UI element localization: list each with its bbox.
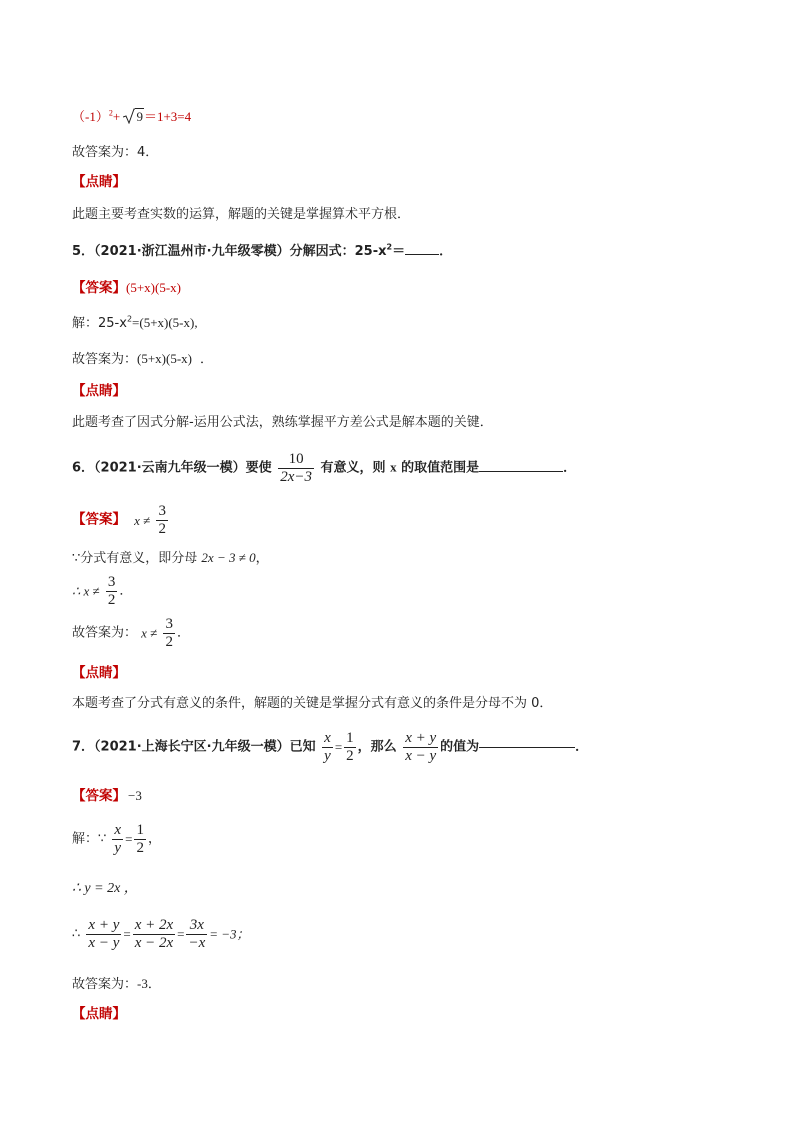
fraction bbox=[278, 451, 314, 485]
q5-comment-tag: 【点睛】 bbox=[72, 383, 126, 399]
q5-answer-line bbox=[72, 281, 181, 296]
answer-lhs: x ≠ bbox=[134, 512, 151, 528]
variable: x bbox=[390, 459, 397, 475]
answer-tag: 【答案】 bbox=[72, 280, 126, 296]
question-source: （2021·浙江温州市·九年级零模） bbox=[94, 244, 290, 259]
equals-sign: ＝ bbox=[392, 244, 406, 259]
equals-sign: = bbox=[177, 926, 185, 942]
fraction-denominator: y bbox=[114, 839, 122, 856]
solution-result: =(5+x)(5-x), bbox=[132, 315, 198, 330]
fraction-one-half bbox=[134, 822, 146, 856]
fraction-numerator: 3 bbox=[107, 574, 116, 590]
fraction-numerator: x + y bbox=[405, 730, 437, 746]
fraction-denominator: 2 bbox=[107, 591, 116, 608]
answer-prefix: 故答案为： bbox=[72, 145, 138, 160]
sqrt-argument: 9 bbox=[136, 109, 143, 124]
question-number: 6． bbox=[72, 460, 95, 476]
answer-prefix: 故答案为： bbox=[72, 625, 138, 641]
sqrt-symbol bbox=[123, 108, 144, 124]
answer-fraction bbox=[156, 503, 168, 537]
q4-comment: 此题主要考查实数的运算，解题的关键是掌握算术平方根． bbox=[72, 207, 411, 222]
question-text-3: 的值为 bbox=[440, 739, 480, 755]
q7-stem bbox=[72, 730, 588, 764]
q7-solution-3 bbox=[72, 917, 250, 951]
question-text: 分解因式：25-x bbox=[289, 244, 387, 259]
solution-prefix: 解：∵ bbox=[72, 831, 107, 847]
q5-stem bbox=[72, 242, 453, 259]
answer-lhs: x ≠ bbox=[141, 625, 158, 641]
fraction-numerator: x + y bbox=[88, 917, 120, 933]
q5-comment: 此题考查了因式分解-运用公式法，熟练掌握平方差公式是解本题的关键． bbox=[72, 415, 493, 430]
question-text: 要使 bbox=[245, 460, 272, 476]
question-source: （2021·上海长宁区·九年级一模） bbox=[94, 739, 290, 755]
q4-final-answer bbox=[72, 146, 158, 159]
solution-end: ， bbox=[255, 551, 269, 566]
answer-tag: 【答案】 bbox=[72, 788, 126, 804]
exponent: 2 bbox=[386, 242, 393, 252]
radical-icon bbox=[123, 108, 135, 124]
q7-answer-line bbox=[72, 789, 142, 804]
q6-stem bbox=[72, 451, 576, 485]
equals-sign: = bbox=[125, 831, 133, 847]
fraction-numerator: 10 bbox=[288, 451, 304, 467]
answer-value: (5+x)(5-x) bbox=[137, 351, 192, 366]
fraction-1 bbox=[86, 917, 121, 951]
q6-solution-1 bbox=[72, 551, 269, 565]
fraction-numerator: 3x bbox=[189, 917, 204, 933]
solution-lhs: ∴ x ≠ bbox=[72, 583, 100, 599]
q7-comment-tag: 【点睛】 bbox=[72, 1006, 126, 1022]
power-base: （-1） bbox=[72, 109, 109, 124]
fraction-2 bbox=[133, 917, 175, 951]
q6-final-answer bbox=[72, 616, 190, 650]
q5-final-answer bbox=[72, 352, 213, 366]
answer-end: ． bbox=[200, 352, 214, 367]
fraction-numerator: x bbox=[324, 730, 331, 746]
q7-final-answer bbox=[72, 977, 161, 991]
question-text-2: ，那么 bbox=[357, 739, 397, 755]
solution-math: 2x − 3 ≠ 0 bbox=[201, 550, 256, 565]
fraction-x-over-y bbox=[112, 822, 123, 856]
fraction-denominator: x − y bbox=[88, 934, 120, 951]
fraction-denominator: 2 bbox=[158, 520, 166, 537]
answer-blank bbox=[479, 747, 575, 748]
fraction-sum-over-diff bbox=[403, 730, 438, 764]
fraction-denominator: 2 bbox=[165, 633, 173, 650]
fraction-numerator: 3 bbox=[158, 503, 166, 519]
plus-sign: + bbox=[112, 109, 121, 124]
answer-value: (5+x)(5-x) bbox=[126, 280, 181, 295]
answer-tag: 【答案】 bbox=[72, 511, 126, 528]
q4-comment-tag: 【点睛】 bbox=[72, 174, 126, 190]
exponent: 2 bbox=[126, 314, 133, 324]
answer-value: 4． bbox=[137, 145, 159, 160]
equals-sign: = bbox=[334, 739, 343, 755]
stem-end: ． bbox=[575, 739, 589, 755]
solution-end: ． bbox=[119, 583, 133, 599]
solution-text: 解：25-x bbox=[72, 316, 127, 331]
answer-end: ． bbox=[176, 625, 190, 641]
question-number: 5． bbox=[72, 244, 95, 259]
answer-prefix: 故答案为： bbox=[72, 977, 138, 992]
fraction-numerator: 1 bbox=[136, 822, 144, 838]
fraction-numerator: 1 bbox=[346, 730, 354, 746]
solution-fraction bbox=[106, 574, 118, 608]
fraction-x-over-y bbox=[322, 730, 333, 764]
fraction-denominator: 2x−3 bbox=[280, 468, 312, 485]
power-exponent: 2 bbox=[108, 108, 113, 118]
answer-value: -3． bbox=[137, 976, 161, 991]
q7-solution-1 bbox=[72, 822, 161, 856]
question-source: （2021·云南九年级一模） bbox=[94, 460, 246, 476]
stem-end: ． bbox=[439, 244, 453, 259]
answer-blank bbox=[405, 254, 439, 255]
question-number: 7． bbox=[72, 739, 95, 755]
question-text-3: 的取值范围是 bbox=[401, 460, 480, 476]
fraction-one-half bbox=[344, 730, 356, 764]
fraction-3 bbox=[186, 917, 207, 951]
fraction-denominator: x − 2x bbox=[134, 934, 174, 951]
solution-end: ， bbox=[147, 831, 161, 847]
q6-comment: 本题考查了分式有意义的条件，解题的关键是掌握分式有意义的条件是分母不为 0． bbox=[72, 696, 553, 711]
solution-prefix: ∴ bbox=[72, 926, 81, 942]
q7-solution-2: ∴ y = 2x ， bbox=[72, 881, 138, 896]
solution-text: ∵分式有意义，即分母 bbox=[72, 551, 198, 566]
answer-prefix: 故答案为： bbox=[72, 352, 138, 367]
question-text: 已知 bbox=[289, 739, 316, 755]
equation-line-top bbox=[72, 108, 191, 124]
question-text-2: 有意义，则 bbox=[320, 460, 386, 476]
answer-value: −3 bbox=[128, 788, 142, 803]
stem-end: ． bbox=[563, 460, 577, 476]
fraction-denominator: y bbox=[324, 747, 331, 764]
solution-result: = −3； bbox=[209, 926, 250, 942]
fraction-denominator: 2 bbox=[346, 747, 354, 764]
fraction-numerator: 3 bbox=[165, 616, 173, 632]
fraction-numerator: x bbox=[114, 822, 122, 838]
equals-sign: = bbox=[123, 926, 131, 942]
fraction-denominator: x − y bbox=[405, 747, 437, 764]
q6-solution-2 bbox=[72, 574, 132, 608]
answer-blank bbox=[479, 471, 563, 472]
q6-answer-line bbox=[72, 503, 170, 537]
fraction-denominator: 2 bbox=[136, 839, 144, 856]
q6-comment-tag: 【点睛】 bbox=[72, 665, 126, 681]
answer-fraction bbox=[163, 616, 175, 650]
fraction-numerator: x + 2x bbox=[134, 917, 174, 933]
fraction-denominator: −x bbox=[188, 934, 206, 951]
q5-solution bbox=[72, 316, 198, 330]
equation-result: ＝1+3=4 bbox=[143, 109, 192, 124]
